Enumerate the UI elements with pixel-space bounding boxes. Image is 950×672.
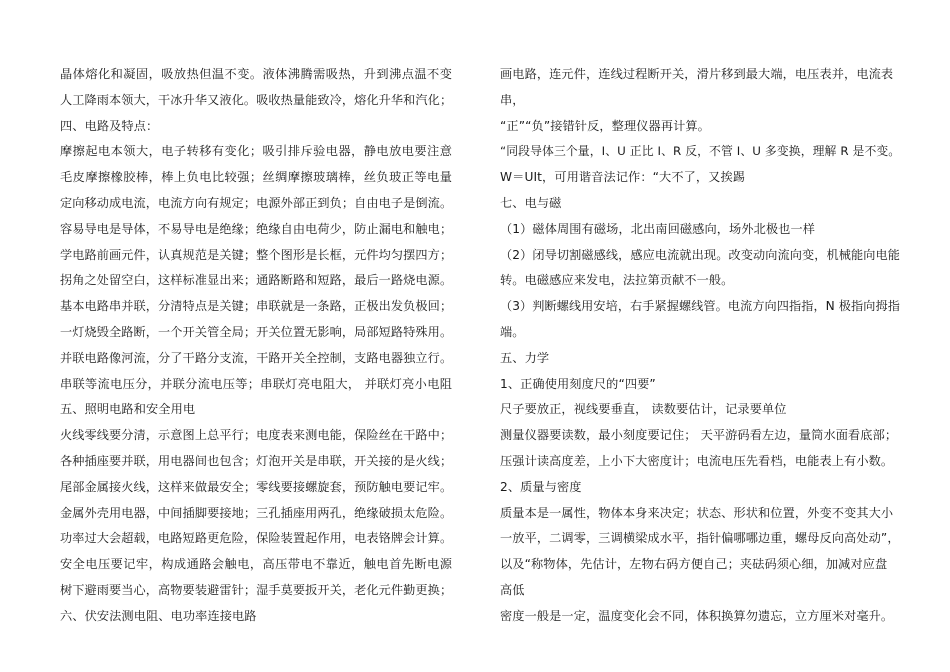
text-line: 尺子要放正，视线要垂直， 读数要估计，记录要单位 [500, 402, 787, 417]
text-line: （3）判断螺线用安培，右手紧握螺线管。电流方向四指指，N 极指向拇指 [500, 299, 900, 314]
text-line: 2、质量与密度 [500, 479, 582, 494]
text-line: 毛皮摩擦橡胶棒，棒上负电比较强；丝绸摩擦玻璃棒，丝负玻正等电量 [60, 170, 452, 185]
text-line: 一灯烧毁全路断，一个开关管全局；开关位置无影响，局部短路特殊用。 [60, 324, 453, 339]
text-line: 摩擦起电本领大，电子转移有变化；吸引排斥验电器，静电放电要注意 [60, 144, 452, 159]
text-line: 转。电磁感应来发电，法拉第贡献不一般。 [500, 273, 734, 288]
text-line: 画电路，连元件，连线过程断开关，滑片移到最大端，电压表并，电流表 [500, 67, 894, 81]
text-line: 七、电与磁 [500, 195, 562, 210]
text-line: “同段导体三个量，I、U 正比 I、R 反，不管 I、U 多变换，理解 R 是不变。 [500, 144, 901, 159]
text-line: 五、力学 [500, 350, 550, 365]
text-line: 各种插座要并联，用电器间也包含；灯泡开关是串联，开关接的是火线； [60, 453, 453, 468]
text-line: 一放平，二调零，三调横梁成水平，指针偏哪哪边重，螺母反向高处动”， [500, 531, 900, 546]
text-line: 功率过大会超载，电路短路更危险，保险装置起作用，电表铬牌会计算。 [60, 531, 453, 546]
text-line: W＝UIt，可用谐音法记作：“大不了，又挨踢 [500, 170, 746, 185]
text-line: 质量本是一属性，物体本身来决定；状态、形状和位置，外变不变其大小 [500, 505, 894, 520]
text-line: 拐角之处留空白，这样标准显出来；通路断路和短路，最后一路烧电源。 [60, 273, 453, 288]
text-line: 金属外壳用电器，中间插脚要接地；三孔插座用两孔，绝缘破损太危险。 [60, 505, 453, 520]
text-line: 基本电路串并联，分清特点是关键；串联就是一条路，正极出发负极回； [60, 299, 453, 314]
text-line: 并联电路像河流，分了干路分支流，干路开关全控制，支路电器独立行。 [60, 350, 453, 365]
text-line: 以及“称物体，先估计，左物右码方便自己；夹砝码须心细，加减对应盘 [500, 557, 888, 572]
text-line: 容易导电是导体，不易导电是绝缘；绝缘自由电荷少，防止漏电和触电； [60, 221, 453, 236]
text-line: 六、伏安法测电阻、电功率连接电路 [60, 608, 257, 623]
text-line: 五、照明电路和安全用电 [60, 402, 196, 417]
text-line: 压强计读高度差，上小下大密度计；电流电压先看档，电能表上有小数。 [500, 453, 894, 468]
text-line: 串联等流电压分，并联分流电压等；串联灯亮电阻大， 并联灯亮小电阻 [60, 376, 452, 391]
text-line: 尾部金属接火线，这样来做最安全；零线要接螺旋套，预防触电要记牢。 [60, 479, 453, 494]
text-line: 密度一般是一定，温度变化会不同，体积换算勿遗忘，立方厘米对毫升。 [500, 608, 894, 623]
text-line: （2）闭导切割磁感线，感应电流就出现。改变动向流向变，机械能向电能 [500, 247, 901, 262]
text-line: （1）磁体周围有磁场，北出南回磁感向，场外北极也一样 [500, 221, 816, 236]
right-column [500, 62, 900, 630]
text-line: 测量仪器要读数，最小刻度要记住； 天平游码看左边，量筒水面看底部； [500, 428, 898, 443]
text-line: 1、正确使用刻度尺的“四要” [500, 376, 656, 391]
text-line: 安全电压要记牢，构成通路会触电，高压带电不靠近，触电首先断电源 [60, 557, 452, 572]
text-line: 四、电路及特点： [60, 118, 159, 133]
text-line: “正”“负”接错针反，整理仪器再计算。 [500, 118, 710, 133]
text-line: 火线零线要分清，示意图上总平行；电度表来测电能，保险丝在干路中； [60, 428, 453, 443]
text-line: 串， [500, 92, 525, 107]
text-line: 定向移动成电流，电流方向有规定；电源外部正到负；自由电子是倒流。 [60, 195, 453, 210]
text-line: 端。 [500, 324, 525, 339]
text-line: 高低 [500, 582, 525, 597]
text-line: 人工降雨本领大，干冰升华又液化。吸收热量能致冷，熔化升华和汽化； [60, 92, 453, 107]
text-line: 学电路前画元件，认真规范是关键；整个图形是长框，元件均匀摆四方； [60, 247, 453, 262]
text-line: 晶体熔化和凝固，吸放热但温不变。液体沸腾需吸热，升到沸点温不变 [60, 67, 452, 81]
left-column [60, 62, 452, 630]
text-line: 树下避雨要当心，高物要装避雷针；湿手莫要扳开关，老化元件勤更换； [60, 582, 453, 597]
